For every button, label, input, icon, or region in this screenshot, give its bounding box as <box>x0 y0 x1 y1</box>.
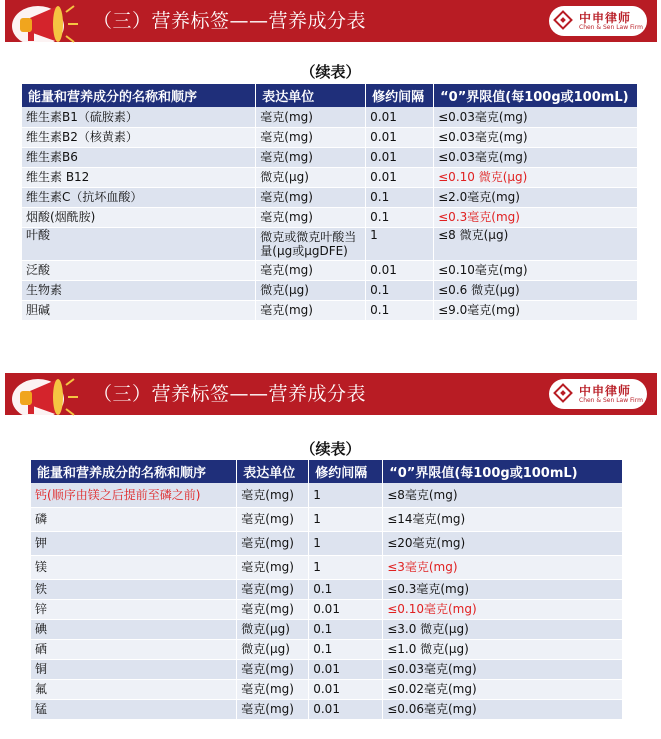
nutrient-order-note: (顺序由镁之后提前至磷之前) <box>47 487 201 502</box>
table-row <box>31 639 623 659</box>
limit-cell: ≤0.03毫克(mg) <box>434 147 638 167</box>
interval-cell: 0.01 <box>309 659 383 679</box>
column-header: 能量和营养成分的名称和顺序 <box>31 460 237 483</box>
interval-cell: 0.01 <box>366 107 434 127</box>
law-firm-logo <box>549 6 647 36</box>
column-header: 表达单位 <box>256 84 366 107</box>
table-header-row <box>31 460 623 483</box>
interval-cell: 0.01 <box>366 167 434 187</box>
table-row <box>22 167 638 187</box>
nutrient-name-cell <box>22 207 256 227</box>
unit-cell: 毫克(mg) <box>237 659 309 679</box>
table-row <box>31 699 623 719</box>
logo-diamond-icon <box>553 10 573 30</box>
column-header: 表达单位 <box>237 460 309 483</box>
nutrient-name-cell <box>31 555 237 579</box>
limit-cell: ≤0.02毫克(mg) <box>383 679 623 699</box>
table-row <box>31 599 623 619</box>
interval-cell: 0.01 <box>366 260 434 280</box>
nutrient-name-cell <box>31 483 237 507</box>
interval-cell: 1 <box>309 555 383 579</box>
nutrient-name: 硒 <box>35 642 48 656</box>
title-banner <box>5 0 657 42</box>
table-row <box>22 280 638 300</box>
nutrition-table-1 <box>22 84 638 321</box>
unit-cell: 毫克(mg) <box>237 599 309 619</box>
title-banner <box>5 373 657 415</box>
limit-cell: ≤0.10毫克(mg) <box>434 260 638 280</box>
nutrient-name-cell <box>22 280 256 300</box>
interval-cell: 1 <box>309 531 383 555</box>
interval-cell: 0.1 <box>366 300 434 320</box>
table-subtitle: （续表） <box>300 63 361 81</box>
unit-cell: 毫克(mg) <box>256 300 366 320</box>
nutrient-name: 生物素 <box>26 283 63 297</box>
unit-cell: 毫克(mg) <box>256 260 366 280</box>
unit-cell: 毫克(mg) <box>256 187 366 207</box>
megaphone-icon <box>8 369 88 421</box>
limit-cell: ≤0.6 微克(μg) <box>434 280 638 300</box>
limit-cell: ≤2.0毫克(mg) <box>434 187 638 207</box>
nutrient-name-cell <box>31 679 237 699</box>
nutrition-table-2 <box>31 460 623 720</box>
nutrient-name-cell <box>22 147 256 167</box>
limit-cell: ≤20毫克(mg) <box>383 531 623 555</box>
column-header: 能量和营养成分的名称和顺序 <box>22 84 256 107</box>
interval-cell: 1 <box>366 227 434 260</box>
nutrient-name: 氟 <box>35 682 48 696</box>
nutrient-name: 维生素B2（核黄素） <box>26 130 138 144</box>
nutrient-name-cell <box>31 619 237 639</box>
nutrient-name-cell <box>22 127 256 147</box>
nutrient-name: 烟酸(烟酰胺) <box>26 210 96 224</box>
nutrient-name-cell <box>31 579 237 599</box>
unit-cell: 微克(μg) <box>237 619 309 639</box>
unit-cell: 毫克(mg) <box>237 531 309 555</box>
nutrient-name-cell <box>31 599 237 619</box>
unit-cell: 微克(μg) <box>237 639 309 659</box>
law-firm-logo <box>549 379 647 409</box>
unit-cell: 毫克(mg) <box>256 147 366 167</box>
slide-2 <box>0 373 661 739</box>
interval-cell: 0.1 <box>366 280 434 300</box>
interval-cell: 0.01 <box>309 679 383 699</box>
nutrient-name-cell <box>22 300 256 320</box>
limit-cell: ≤8毫克(mg) <box>383 483 623 507</box>
table-header-row <box>22 84 638 107</box>
table-row <box>22 147 638 167</box>
limit-cell: ≤0.06毫克(mg) <box>383 699 623 719</box>
unit-cell: 毫克(mg) <box>237 555 309 579</box>
interval-cell: 0.01 <box>309 699 383 719</box>
logo-text-cn: 中申律师 <box>579 384 632 398</box>
column-header: 修约间隔 <box>309 460 383 483</box>
limit-cell: ≤14毫克(mg) <box>383 507 623 531</box>
table-row <box>31 579 623 599</box>
unit-cell: 毫克(mg) <box>256 127 366 147</box>
nutrient-name-cell <box>31 531 237 555</box>
nutrient-name: 胆碱 <box>26 303 51 317</box>
interval-cell: 0.1 <box>309 579 383 599</box>
table-row <box>31 555 623 579</box>
limit-cell: ≤9.0毫克(mg) <box>434 300 638 320</box>
limit-cell: ≤0.3毫克(mg) <box>434 207 638 227</box>
limit-cell: ≤3.0 微克(μg) <box>383 619 623 639</box>
limit-cell: ≤0.10毫克(mg) <box>383 599 623 619</box>
unit-cell: 毫克(mg) <box>237 579 309 599</box>
logo-text-en: Chen & Sen Law Firm <box>579 397 643 404</box>
nutrient-name: 锰 <box>35 702 48 716</box>
nutrient-name-cell <box>22 167 256 187</box>
nutrient-name: 钙 <box>35 487 48 502</box>
nutrient-name-cell <box>31 699 237 719</box>
nutrient-name-cell <box>31 639 237 659</box>
nutrient-name: 碘 <box>35 622 48 636</box>
limit-cell: ≤1.0 微克(μg) <box>383 639 623 659</box>
interval-cell: 1 <box>309 483 383 507</box>
table-row <box>22 227 638 260</box>
nutrient-name: 锌 <box>35 602 48 616</box>
nutrient-name-cell <box>31 659 237 679</box>
interval-cell: 0.1 <box>309 639 383 659</box>
nutrient-name-cell <box>22 107 256 127</box>
table-row <box>22 207 638 227</box>
limit-cell: ≤0.3毫克(mg) <box>383 579 623 599</box>
interval-cell: 1 <box>309 507 383 531</box>
nutrient-name: 维生素 B12 <box>26 170 90 184</box>
interval-cell: 0.1 <box>366 207 434 227</box>
column-header: “0”界限值(每100g或100mL) <box>434 84 638 107</box>
limit-cell: ≤0.10 微克(μg) <box>434 167 638 187</box>
logo-text-cn: 中申律师 <box>579 11 632 25</box>
nutrient-name: 铁 <box>35 582 48 596</box>
unit-cell: 毫克(mg) <box>256 207 366 227</box>
limit-cell: ≤0.03毫克(mg) <box>434 127 638 147</box>
table-row <box>22 107 638 127</box>
logo-text-en: Chen & Sen Law Firm <box>579 24 643 31</box>
nutrient-name: 维生素C（抗坏血酸） <box>26 190 143 204</box>
unit-cell: 毫克(mg) <box>256 107 366 127</box>
unit-cell: 毫克(mg) <box>237 699 309 719</box>
unit-cell: 微克(μg) <box>256 167 366 187</box>
table-row <box>31 507 623 531</box>
banner-title: （三）营养标签——营养成分表 <box>93 383 367 405</box>
interval-cell: 0.1 <box>366 187 434 207</box>
table-row <box>31 483 623 507</box>
table-subtitle: （续表） <box>300 440 361 458</box>
limit-cell: ≤0.03毫克(mg) <box>434 107 638 127</box>
banner-title: （三）营养标签——营养成分表 <box>93 10 367 32</box>
nutrient-name-cell <box>31 507 237 531</box>
nutrient-name: 泛酸 <box>26 263 51 277</box>
table-row <box>22 127 638 147</box>
table-row <box>31 659 623 679</box>
table-row <box>31 679 623 699</box>
column-header: 修约间隔 <box>366 84 434 107</box>
interval-cell: 0.01 <box>366 147 434 167</box>
nutrient-name: 叶酸 <box>26 227 51 242</box>
unit-cell: 微克(μg) <box>256 280 366 300</box>
table-row <box>22 300 638 320</box>
limit-cell: ≤8 微克(μg) <box>434 227 638 260</box>
nutrient-name: 维生素B1（硫胺素） <box>26 109 138 124</box>
table-row <box>31 531 623 555</box>
unit-cell: 毫克(mg) <box>237 679 309 699</box>
nutrient-name: 磷 <box>35 512 48 526</box>
megaphone-icon <box>8 0 88 48</box>
nutrient-name: 铜 <box>35 662 48 676</box>
nutrient-name-cell <box>22 187 256 207</box>
unit-cell: 毫克(mg) <box>237 483 309 507</box>
column-header: “0”界限值(每100g或100mL) <box>383 460 623 483</box>
slide-1 <box>0 0 661 330</box>
limit-cell: ≤3毫克(mg) <box>383 555 623 579</box>
logo-diamond-icon <box>553 383 573 403</box>
table-row <box>22 187 638 207</box>
nutrient-name-cell <box>22 227 256 260</box>
interval-cell: 0.1 <box>309 619 383 639</box>
nutrient-name-cell <box>22 260 256 280</box>
unit-cell: 微克或微克叶酸当量(μg或μgDFE) <box>256 227 366 260</box>
limit-cell: ≤0.03毫克(mg) <box>383 659 623 679</box>
nutrient-name: 镁 <box>35 560 48 574</box>
interval-cell: 0.01 <box>309 599 383 619</box>
table-row <box>31 619 623 639</box>
nutrient-name: 钾 <box>35 536 48 550</box>
unit-cell: 毫克(mg) <box>237 507 309 531</box>
nutrient-name: 维生素B6 <box>26 150 78 164</box>
table-row <box>22 260 638 280</box>
interval-cell: 0.01 <box>366 127 434 147</box>
